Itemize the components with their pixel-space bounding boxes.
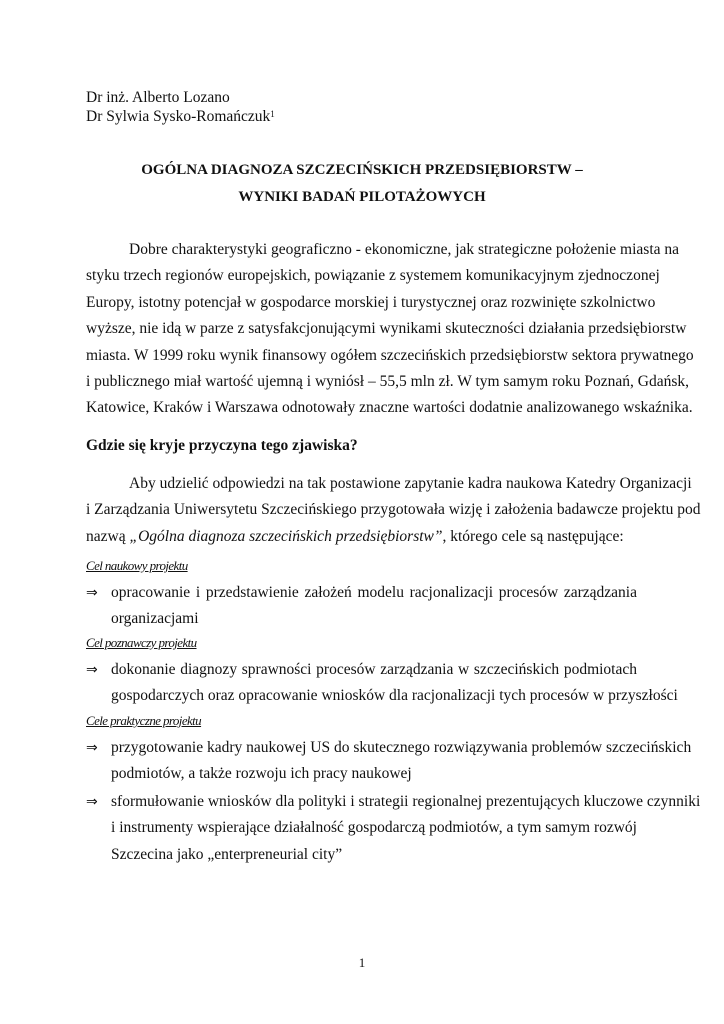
intro-paragraph — [86, 237, 694, 422]
answer-line — [86, 524, 637, 550]
answer-line: Aby udzielić odpowiedzi na tak postawione zapytanie kadra naukowa Katedry Organizacji — [129, 475, 692, 492]
bullet-scientific-1 — [86, 580, 637, 633]
bullet-line: opracowanie i przedstawienie założeń modelu racjonalizacji procesów zarządzania — [111, 584, 637, 601]
section-question: Gdzie się kryje przyczyna tego zjawiska? — [86, 437, 358, 454]
bullet-cognitive-1 — [86, 657, 678, 710]
intro-line: Dobre charakterystyki geograficzno - ekonomiczne, jak strategiczne położenie miasta na — [129, 241, 680, 258]
project-name: „Ogólna diagnoza szczecińskich przedsiębiorstw” — [129, 527, 443, 545]
bullet-line: dokonanie diagnozy sprawności procesów zarządzania w szczecińskich podmiotach — [111, 661, 637, 678]
footnote-mark: 1 — [270, 109, 275, 119]
author-2-name: Dr Sylwia Sysko-Romańczuk — [86, 108, 271, 125]
bullet-line: i instrumenty wspierające działalność gospodarczą podmiotów, a tym samym rozwój — [111, 819, 637, 837]
bullet-line: organizacjami — [111, 610, 199, 628]
section-label-scientific: Cel naukowy projektu — [86, 558, 188, 573]
answer-prefix: nazwą — [86, 527, 130, 545]
bullet-line: podmiotów, a także rozwoju ich pracy naukowej — [111, 765, 412, 783]
bullet-practical-1 — [86, 735, 692, 788]
section-label-practical: Cele praktyczne projektu — [86, 713, 202, 728]
intro-line: Katowice, Kraków i Warszawa odnotowały znaczne wartości dodatnie analizowanego wskaźnika. — [86, 399, 693, 417]
double-arrow-icon: ⇒ — [86, 794, 98, 810]
intro-line: wyższe, nie idą w parze z satysfakcjonującymi wynikami skuteczności działania przedsiębiorstw — [86, 320, 687, 338]
bullet-line: sformułowanie wniosków dla polityki i strategii regionalnej prezentujących kluczowe czynniki — [111, 793, 701, 810]
section-label-cognitive: Cel poznawczy projektu — [86, 635, 197, 650]
authors-block — [86, 88, 275, 126]
answer-paragraph — [86, 471, 701, 550]
intro-line: styku trzech regionów europejskich, powiązanie z systemem komunikacyjnym zjednoczonej — [86, 267, 660, 285]
bullet-line: gospodarczych oraz opracowanie wniosków dla racjonalizacji tych procesów w przyszłości — [111, 687, 678, 705]
title-line-2: WYNIKI BADAŃ PILOTAŻOWYCH — [238, 189, 486, 205]
bullet-practical-2 — [86, 789, 701, 868]
bullet-line: przygotowanie kadry naukowej US do skutecznego rozwiązywania problemów szczecińskich — [111, 739, 692, 756]
author-2 — [86, 107, 275, 126]
double-arrow-icon: ⇒ — [86, 585, 98, 601]
intro-line: i publicznego miał wartość ujemną i wyniósł – 55,5 mln zł. W tym samym roku Poznań, Gdańsk, — [86, 372, 689, 390]
intro-line: miasta. W 1999 roku wynik finansowy ogółem szczecińskich przedsiębiorstw sektora prywatnego — [86, 346, 694, 364]
double-arrow-icon: ⇒ — [86, 740, 98, 756]
page-number: 1 — [358, 955, 366, 970]
title-line-1: OGÓLNA DIAGNOZA SZCZECIŃSKICH PRZEDSIĘBIORSTW – — [141, 162, 583, 178]
answer-line: i Zarządzania Uniwersytetu Szczecińskiego przygotowała wizję i założenia badawcze projektu pod — [86, 501, 701, 519]
intro-line: Europy, istotny potencjał w gospodarce morskiej i turystycznej oraz rozwinięte szkolnictwo — [86, 293, 656, 311]
double-arrow-icon: ⇒ — [86, 662, 98, 678]
bullet-line: Szczecina jako „enterpreneurial city” — [111, 845, 343, 863]
author-1: Dr inż. Alberto Lozano — [86, 89, 230, 106]
answer-suffix: , którego cele są następujące: — [442, 527, 624, 545]
